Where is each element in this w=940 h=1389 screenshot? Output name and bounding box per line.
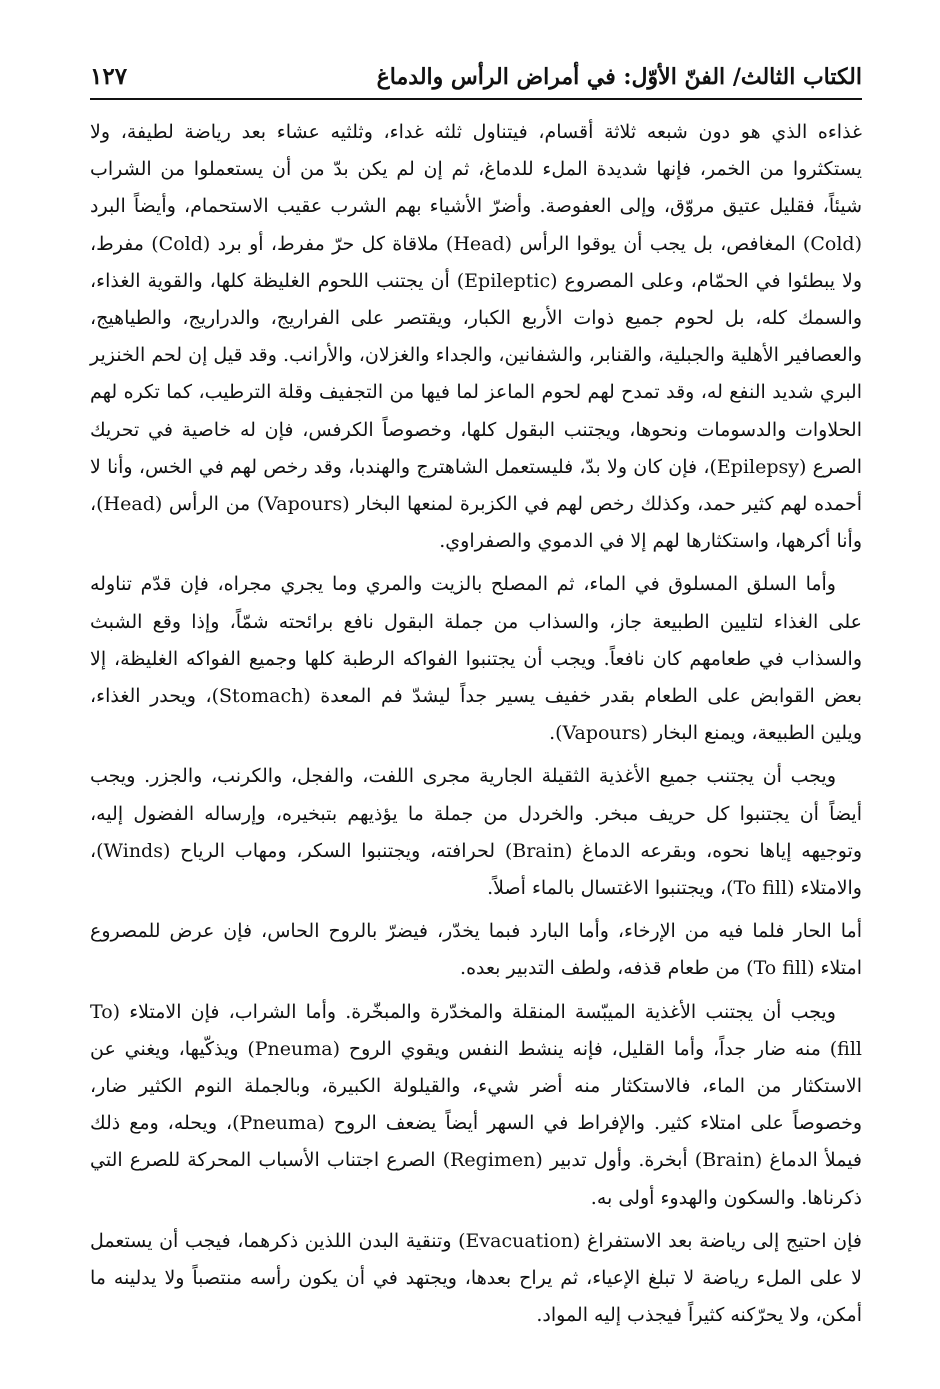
paragraph-6: فإن احتيج إلى رياضة بعد الاستفراغ (Evacuation) وتنقية البدن اللذين ذكرهما، فيجب أن يستعمل لا على الملء رياضة لا تبلغ الإعياء، ثم يراح بعدها، ويجتهد في أن يكون رأسه منتصباً ولا يدلينه ما أمكن، ولا يحرّكنه كثيراً فيجذب إليه المواد.: [90, 1229, 862, 1327]
paragraph-1: غذاءه الذي هو دون شبعه ثلاثة أقسام، فيتناول ثلثه غداء، وثلثيه عشاء بعد رياضة لطيفة، ولا يستكثروا من الخمر، فإنها شديدة الملء للدماغ، ثم إن لم يكن بدّ من أن يستعملوا من الشراب شيئاً، فقليل عتيق مروّق، وإلى العفوصة. وأضرّ الأشياء بهم الشرب عقيب الاستحمام، وأيضاً البرد (Cold) المغافص، بل يجب أن يوقوا الرأس (Head) ملاقاة كل حرّ مفرط، أو برد (Cold) مفرط، ولا يبطئوا في الحمّام، وعلى المصروع (Epileptic) أن يجتنب اللحوم الغليظة كلها، والقوية الغذاء، والسمك كله، بل لحوم جميع ذوات الأربع الكبار، ويقتصر على الفراريج، والدراريج، والطياهيج، والعصافير الأهلية والجبلية، والقنابر، والشفانين، والجداء والغزلان، والأرانب. وقد قيل إن لحم الخنزير البري شديد النفع له، وقد تمدح لهم لحوم الماعز لما فيها من التجفيف وقلة الترطيب، كما تكره لهم الحلاوات والدسومات ونحوها، ويجتنب البقول كلها، وخصوصاً الكرفس، فإن له خاصية في تحريك الصرع (Epilepsy)، فإن كان ولا بدّ، فليستعمل الشاهترج والهندبا، وقد رخص لهم في الخس، وأنا لا أحمده لهم كثير حمد، وكذلك رخص لهم في الكزبرة لمنعها البخار (Vapours) من الرأس (Head)، وأنا أكرهها، واستكثارها لهم إلا في الدموي والصفراوي.: [90, 121, 863, 553]
body-text: [90, 114, 862, 1335]
paragraph-5: ويجب أن يجتنب الأغذية الميبّسة المنقلة والمخدّرة والمبخّرة. وأما الشراب، فإن الامتلاء (To fill) منه ضار جداً، وأما القليل، فإنه ينشط النفس ويقوي الروح (Pneuma) ويذكّيها، ويغني عن الاستكثار من الماء، فالاستكثار منه أضر شيء، والقيلولة الكبيرة، وبالجملة النوم الكثير ضار، وخصوصاً على امتلاء كثير. والإفراط في السهر أيضاً يضعف الروح (Pneuma)، ويحله، ومع ذلك فيملأ الدماغ (Brain) أبخرة. وأول تدبير (Regimen) الصرع اجتناب الأسباب المحركة للصرع التي ذكرناها. والسكون والهدوء أولى به.: [90, 1000, 862, 1209]
paragraph-2: وأما السلق المسلوق في الماء، ثم المصلح بالزيت والمري وما يجري مجراه، فإن قدّم تناوله على الغذاء لتليين الطبيعة جاز، والسذاب من جملة البقول نافع برائحته شمّاً، وإذا وقع الشبث والسذاب في طعامهم كان نافعاً. ويجب أن يجتنبوا الفواكه الرطبة كلها وجميع الفواكه الغليظة، إلا بعض القوابض على الطعام بقدر خفيف يسير جداً ليشدّ فم المعدة (Stomach)، ويحدر الغذاء، ويلين الطبيعة، ويمنع البخار (Vapours).: [90, 573, 862, 745]
page-number: ١٢٧: [90, 63, 128, 90]
running-header: [90, 48, 862, 92]
book-page: [90, 48, 862, 1341]
header-rule: [90, 98, 862, 100]
running-header-title: الكتاب الثالث/ الفنّ الأوّل: في أمراض الرأس والدماغ: [376, 64, 862, 90]
paragraph-4: أما الحار فلما فيه من الإرخاء، وأما البارد فبما يخدّر، فيضرّ بالروح الحاس، فإن عرض للمصروع امتلاء (To fill) من طعام قذفه، ولطف التدبير بعده.: [90, 920, 862, 980]
paragraph-3: ويجب أن يجتنب جميع الأغذية الثقيلة الجارية مجرى اللفت، والفجل، والكرنب، والجزر. ويجب أيضاً أن يجتنبوا كل حريف مبخر. والخردل من جملة ما يؤذيهم بتبخيره، وإرساله الفضول إليه، وتوجيهه إياها نحوه، وبقرعه الدماغ (Brain) لحرافته، ويجتنبوا السكر، ومهاب الرياح (Winds)، والامتلاء (To fill)، ويجتنبوا الاغتسال بالماء أصلاً.: [90, 765, 862, 900]
